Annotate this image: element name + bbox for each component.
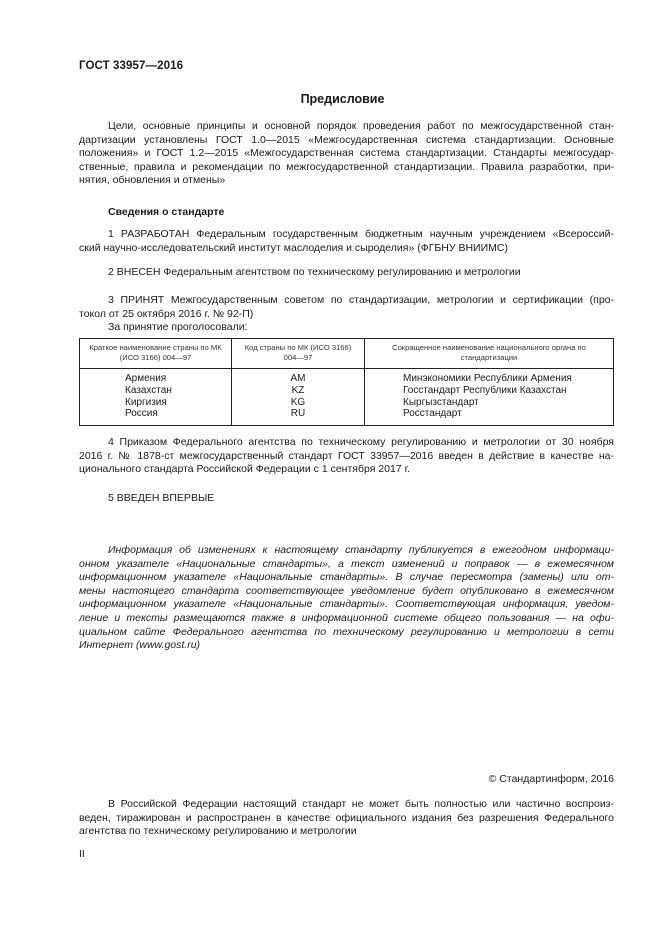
notice-line: ление и тексты размещаются также в информационной системе общего пользования — на офи- <box>79 611 614 624</box>
standards-body: Минэкономики Республики Армения <box>365 369 614 385</box>
intro-paragraph <box>79 120 614 188</box>
intro-line: дартизации установлены ГОСТ 1.0—2015 «Межгосударственная система стандартизации. Основные <box>79 133 614 146</box>
item-1-line: ский научно-исследовательский институт маслоделия и сыроделия» (ФГБНУ ВНИИМС) <box>79 241 508 254</box>
item-4-enacted <box>79 436 614 477</box>
item-3-line: 3 ПРИНЯТ Межгосударственным советом по стандартизации, метрологии и сертификации (про- <box>108 294 614 306</box>
table-row <box>80 408 614 425</box>
country-name: Россия <box>80 408 232 425</box>
standards-body: Росстандарт <box>365 408 614 425</box>
country-code: RU <box>232 408 365 425</box>
item-4-line: 4 Приказом Федерального агентства по техническому регулированию и метрологии от 30 ноября <box>108 436 614 448</box>
notice-line: информационном указателе «Национальные стандарты». В случае пересмотра (замены) или от- <box>79 571 614 584</box>
item-2-line: 2 ВНЕСЕН Федеральным агентством по техническому регулированию и метрологии <box>108 266 521 278</box>
table-row <box>80 397 614 409</box>
rights-line: веден, тиражирован и распространен в качестве официального издания без разрешения Федерального <box>79 811 614 824</box>
rights-line: агентства по техническому регулированию и метрологии <box>79 825 357 838</box>
changes-notice <box>79 544 614 653</box>
country-code: AM <box>232 369 365 385</box>
item-5-line: 5 ВВЕДЕН ВПЕРВЫЕ <box>108 492 215 504</box>
item-3-adopted <box>79 294 614 335</box>
country-code: KZ <box>232 385 365 397</box>
column-header-authority: Сокращенное наименование национального органа по стандартизации <box>365 339 614 369</box>
notice-line: информационном указателе «Национальные стандарты». Соответствующая информация, уведом- <box>79 598 614 611</box>
item-2-submitted <box>79 266 614 280</box>
voting-countries-table <box>79 338 614 426</box>
notice-line: мены настоящего стандарта соответствующее уведомление будет опубликовано в ежемесячном <box>79 584 614 597</box>
page-title: Предисловие <box>300 92 385 106</box>
item-3-line: токол от 25 октября 2016 г. № 92-П) <box>79 307 254 320</box>
country-name: Армения <box>80 369 232 385</box>
intro-line: нятия, обновления и отмены» <box>79 174 226 187</box>
copyright: © Стандартинформ, 2016 <box>488 773 614 785</box>
country-name: Киргизия <box>80 397 232 409</box>
page-number: II <box>79 848 85 860</box>
table-row <box>80 385 614 397</box>
rights-statement <box>79 798 614 839</box>
item-1-line: 1 РАЗРАБОТАН Федеральным государственным бюджетным научным учреждением «Всероссий- <box>108 228 614 240</box>
standards-body: Госстандарт Республики Казахстан <box>365 385 614 397</box>
column-header-country: Краткое наименование страны по МК (ИСО 3166) 004—97 <box>80 339 232 369</box>
item-5-introduced <box>79 492 614 506</box>
document-id-header: ГОСТ 33957—2016 <box>79 60 184 72</box>
column-header-code: Код страны по МК (ИСО 3166) 004—97 <box>232 339 365 369</box>
item-1-developed <box>79 228 614 255</box>
country-name: Казахстан <box>80 385 232 397</box>
notice-line: Информация об изменениях к настоящему стандарту публикуется в ежегодном информаци- <box>108 544 614 556</box>
intro-line: ственные, правила и рекомендации по межгосударственной стандартизации. Правила разработки, при- <box>79 160 614 173</box>
notice-line: онном указателе «Национальные стандарты», а текст изменений и поправок — в ежемесячном <box>79 557 614 570</box>
table-header-row <box>80 339 614 369</box>
item-4-line: 2016 г. № 1878-ст межгосударственный стандарт ГОСТ 33957—2016 введен в действие в качестве на- <box>79 449 614 462</box>
voted-label: За принятие проголосовали: <box>108 321 248 334</box>
notice-line: циальном сайте Федерального агентства по техническому регулированию и метрологии в сети <box>79 625 614 638</box>
table-row <box>80 369 614 385</box>
intro-line: положения» и ГОСТ 1.2—2015 «Межгосударственная система стандартизации. Стандарты межгосудар- <box>79 147 614 160</box>
notice-line: Интернет (www.gost.ru) <box>79 639 201 652</box>
info-heading: Сведения о стандарте <box>108 206 225 218</box>
item-4-line: ционального стандарта Российской Федерации с 1 сентября 2017 г. <box>79 463 411 476</box>
country-code: KG <box>232 397 365 409</box>
intro-line: Цели, основные принципы и основной порядок проведения работ по межгосударственной стан- <box>108 120 614 132</box>
standards-body: Кыргызстандарт <box>365 397 614 409</box>
rights-line: В Российской Федерации настоящий стандарт не может быть полностью или частично воспроиз- <box>108 798 614 810</box>
